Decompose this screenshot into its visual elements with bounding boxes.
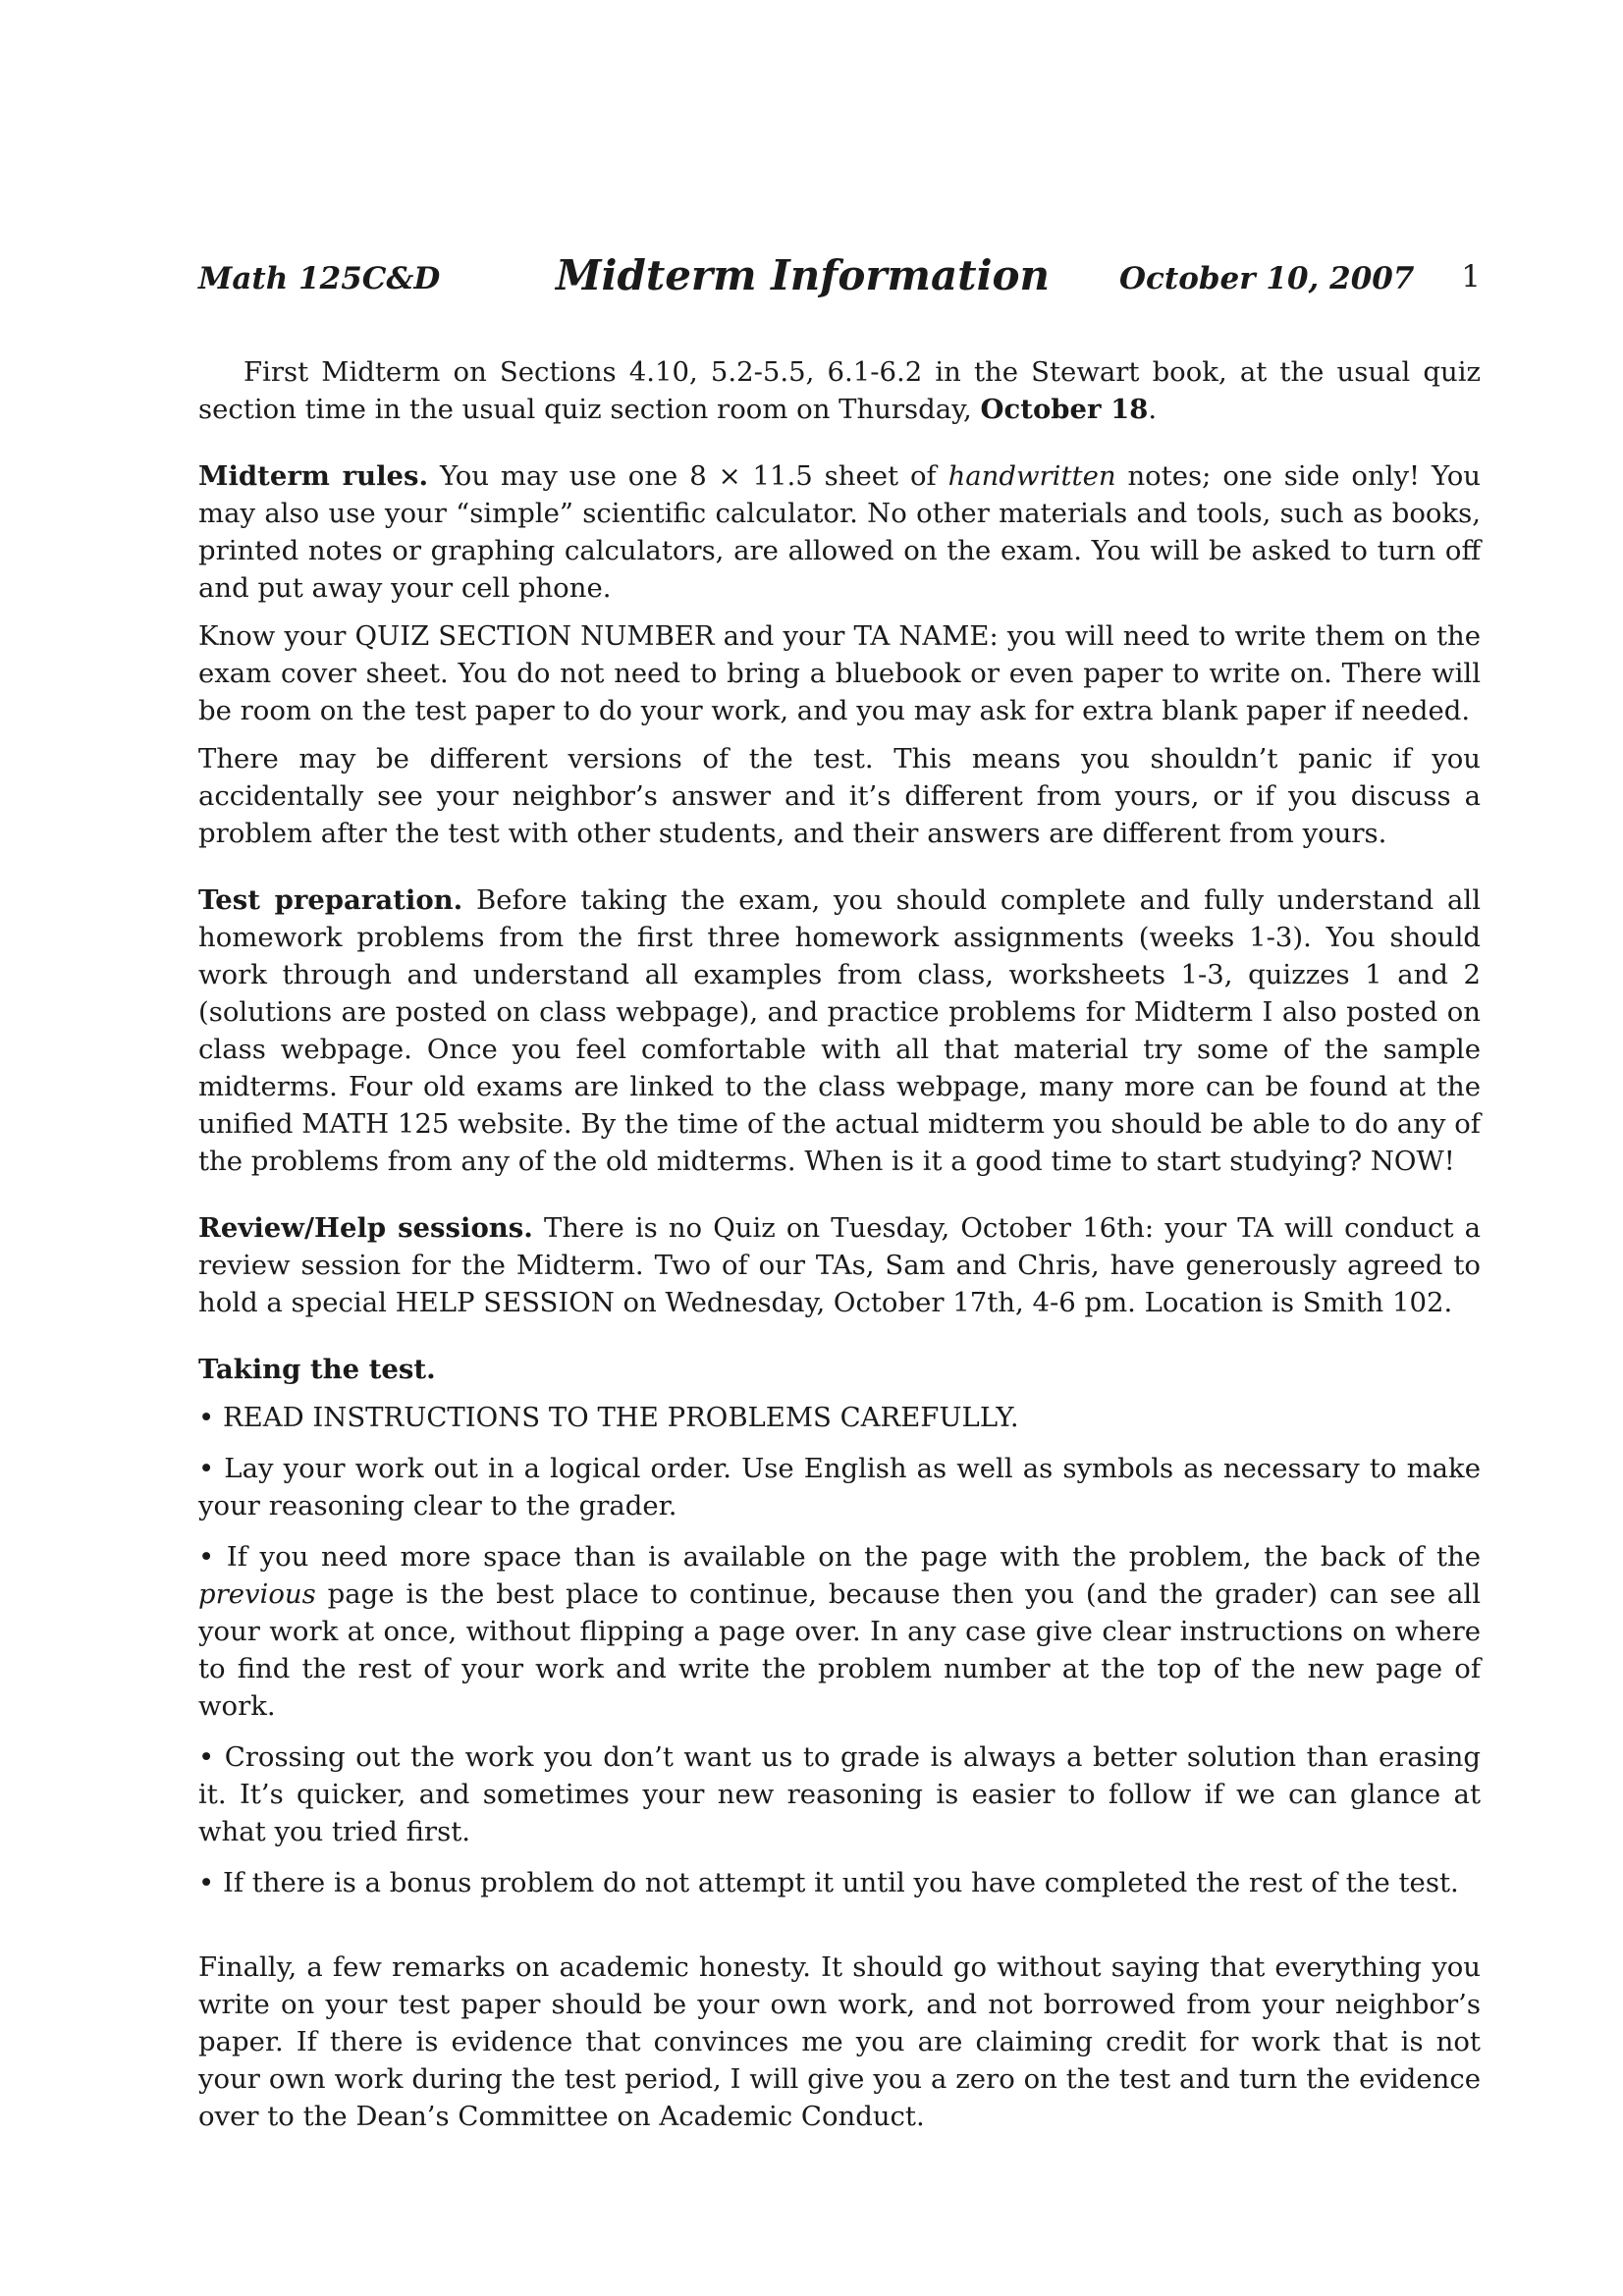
page-title: Midterm Information (556, 251, 1051, 299)
taking-test-heading: Taking the test. (198, 1354, 436, 1385)
page-number: 1 (1461, 259, 1481, 294)
intro-paragraph: First Midterm on Sections 4.10, 5.2-5.5, 6.1-6.2 in the Stewart book, at the usual quiz section time in the usual quiz section room on Thursday, October 18. (198, 356, 1481, 425)
header-date: October 10, 2007 (1119, 261, 1415, 296)
review-sessions-paragraph: Review/Help sessions. There is no Quiz on Tuesday, October 16th: your TA will conduct a review session for the Midterm. Two of our TAs, Sam and Chris, have generously agreed to hold a special HELP SESSION on Wednesday, October 17th, 4-6 pm. Location is Smith 102. (198, 1212, 1482, 1318)
quiz-section-paragraph: Know your QUIZ SECTION NUMBER and your TA NAME: you will need to write them on the exam cover sheet. You do not need to bring a bluebook or even paper to write on. There will be room on the test paper to do your work, and you may ask for extra blank paper if needed. (198, 620, 1481, 726)
academic-honesty-paragraph: Finally, a few remarks on academic honesty. It should go without saying that everything you write on your test paper should be your own work, and not borrowed from your neighbor’s paper. If there is evidence that convinces me you are claiming credit for work that is not your own work during the test period, I will give you a zero on the test and turn the evidence over to the Dean’s Committee on Academic Conduct. (198, 1951, 1481, 2132)
midterm-date: October 18 (980, 394, 1149, 425)
test-preparation-heading: Test preparation. (198, 884, 463, 916)
test-versions-paragraph: There may be different versions of the test. This means you shouldn’t panic if you accidentally see your neighbor’s answer and it’s different from yours, or if you discuss a problem after the test with other students, and their answers are different from yours. (198, 743, 1481, 849)
bullet-item: • Crossing out the work you don’t want us to grade is always a better solution than erasing it. It’s quicker, and sometimes your new reasoning is easier to follow if we can glance at what you tried first. (198, 1741, 1481, 1847)
bullet-item: • If you need more space than is available on the page with the problem, the back of the previous page is the best place to continue, because then you (and the grader) can see all your work at once, without flipping a page over. In any case give clear instructions on where to find the rest of your work and write the problem number at the top of the new page of work. (198, 1541, 1481, 1722)
review-sessions-heading: Review/Help sessions. (198, 1212, 533, 1244)
bullet-item: • Lay your work out in a logical order. Use English as well as symbols as necessary to make your reasoning clear to the grader. (198, 1453, 1481, 1522)
midterm-rules-paragraph: Midterm rules. You may use one 8 × 11.5 sheet of handwritten notes; one side only! You may also use your “simple” scientific calculator. No other materials and tools, such as books, printed notes or graphing calculators, are allowed on the exam. You will be asked to turn off and put away your cell phone. (198, 460, 1481, 604)
course-name: Math 125C&D (198, 261, 441, 296)
midterm-rules-heading: Midterm rules. (198, 460, 429, 492)
page-header (198, 251, 1481, 310)
bullet-item: • READ INSTRUCTIONS TO THE PROBLEMS CAREFULLY. (198, 1402, 1019, 1433)
test-preparation-paragraph: Test preparation. Before taking the exam, you should complete and fully understand all homework problems from the first three homework assignments (weeks 1-3). You should work through and understand all examples from class, worksheets 1-3, quizzes 1 and 2 (solutions are posted on class webpage), and practice problems for Midterm I also posted on class webpage. Once you feel comfortable with all that material try some of the sample midterms. Four old exams are linked to the class webpage, many more can be found at the unified MATH 125 website. By the time of the actual midterm you should be able to do any of the problems from any of the old midterms. When is it a good time to start studying? NOW! (198, 884, 1481, 1177)
bullet-item: • If there is a bonus problem do not attempt it until you have completed the rest of the test. (198, 1867, 1459, 1898)
document-body (198, 353, 1481, 2135)
taking-test-heading-line (198, 1351, 1481, 1388)
